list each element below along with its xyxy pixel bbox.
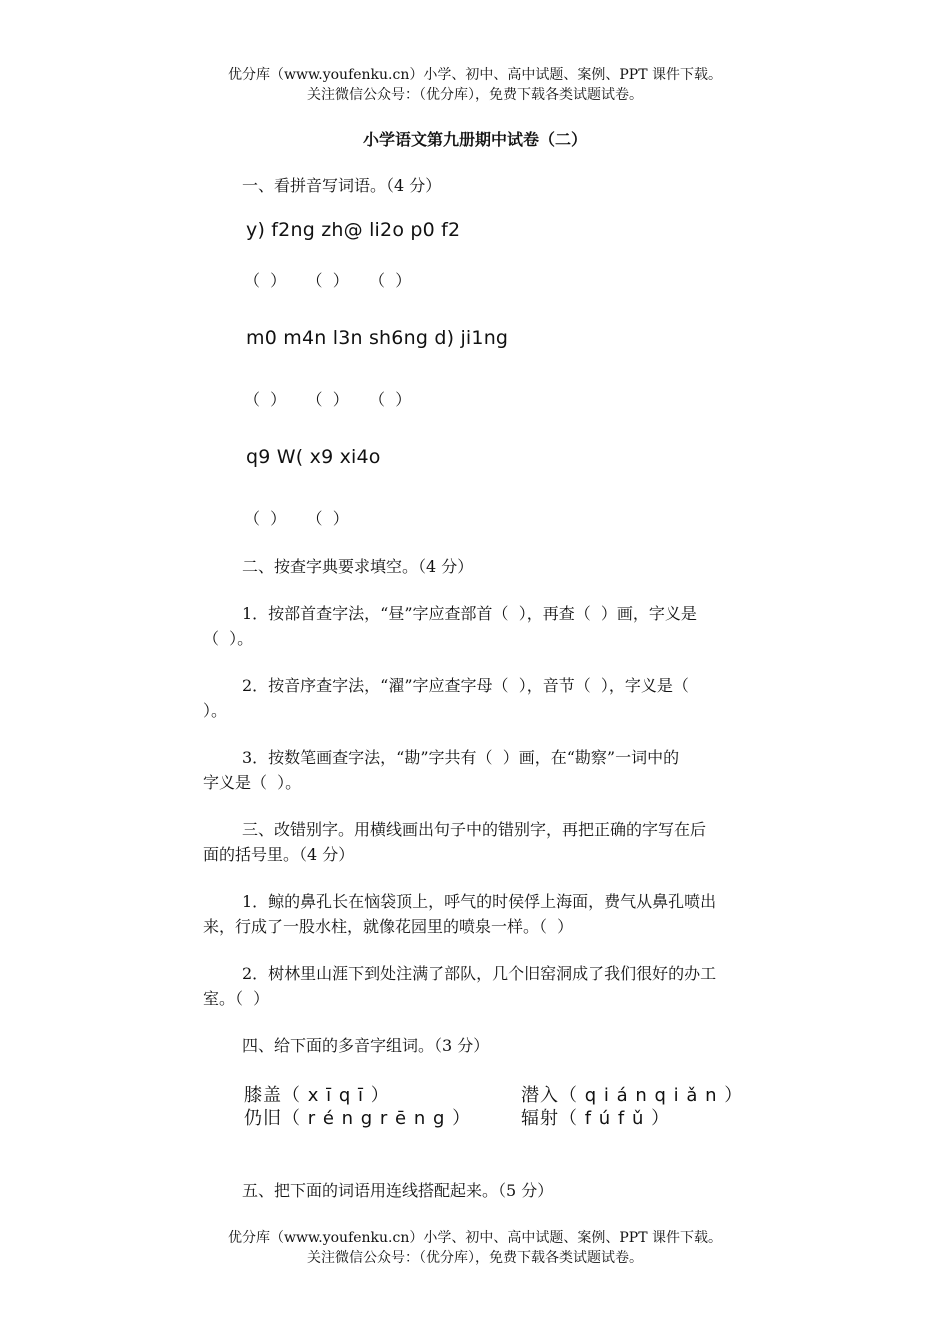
answer-blanks-row-2: （ ） （ ） （ ）	[244, 390, 412, 409]
page-title: 小学语文第九册期中试卷（二）	[362, 130, 587, 149]
section3-heading-line2: 面的括号里。（4 分）	[203, 845, 355, 864]
polyphone-word: 仍旧	[244, 1108, 282, 1129]
section3-q1-line1: 1．鲸的鼻孔长在恼袋顶上，呼气的时侯俘上海面，费气从鼻孔喷出	[242, 892, 717, 911]
pinyin-row-3: q9 W( x9 xi4o	[246, 446, 381, 468]
answer-blanks-row-3: （ ） （ ）	[244, 509, 349, 528]
section2-q1-line1: 1．按部首查字法，“昼”字应查部首（ ），再查（ ）画，字义是	[242, 604, 697, 623]
polyphone-word: 辐射	[521, 1108, 559, 1129]
section2-q2-line2: ）。	[203, 701, 228, 720]
polyphone-item	[244, 1104, 471, 1130]
header-line-1: 优分库（www.youfenku.cn）小学、初中、高中试题、案例、PPT 课件下载。	[227, 67, 722, 83]
footer-line-1: 优分库（www.youfenku.cn）小学、初中、高中试题、案例、PPT 课件下载。	[227, 1230, 722, 1246]
polyphone-item	[521, 1104, 670, 1130]
polyphone-word: 潜入	[521, 1085, 559, 1106]
section3-heading-line1: 三、改错别字。用横线画出句子中的错别字，再把正确的字写在后	[242, 820, 707, 839]
section5-heading: 五、把下面的词语用连线搭配起来。（5 分）	[242, 1181, 554, 1200]
section2-heading: 二、按查字典要求填空。（4 分）	[242, 557, 474, 576]
pinyin-row-1: y) f2ng zh@ li2o p0 f2	[246, 219, 461, 241]
polyphone-pinyin: （ r é n g r ē n g ）	[282, 1108, 472, 1129]
polyphone-word: 膝盖	[244, 1085, 282, 1106]
section2-q3-line2: 字义是（ ）。	[203, 773, 302, 792]
polyphone-pinyin: （ f ú f ǔ ）	[559, 1108, 671, 1129]
answer-blanks-row-1: （ ） （ ） （ ）	[244, 271, 412, 290]
section2-q3-line1: 3．按数笔画查字法，“勘”字共有（ ）画，在“勘察”一词中的	[242, 748, 680, 767]
section3-q1-line2: 来，行成了一股水柱，就像花园里的喷泉一样。（ ）	[203, 917, 574, 936]
footer-line-2: 关注微信公众号：（优分库），免费下载各类试题试卷。	[307, 1250, 643, 1266]
section3-q2-line2: 室。（ ）	[203, 989, 270, 1008]
section2-q1-line2: （ ）。	[203, 629, 254, 648]
section4-heading: 四、给下面的多音字组词。（3 分）	[242, 1036, 490, 1055]
section2-q2-line1: 2．按音序查字法，“濯”字应查字母（ ），音节（ ），字义是（	[242, 676, 689, 695]
header-line-2: 关注微信公众号：（优分库），免费下载各类试题试卷。	[307, 87, 643, 103]
section1-heading: 一、看拼音写词语。（4 分）	[242, 176, 442, 195]
section3-q2-line1: 2．树林里山涯下到处注满了部队，几个旧窑洞成了我们很好的办工	[242, 964, 717, 983]
polyphone-pinyin: （ q i á n q i ǎ n ）	[559, 1085, 744, 1106]
pinyin-row-2: m0 m4n l3n sh6ng d) ji1ng	[246, 327, 509, 349]
polyphone-pinyin: （ x ī q ī ）	[282, 1085, 390, 1106]
